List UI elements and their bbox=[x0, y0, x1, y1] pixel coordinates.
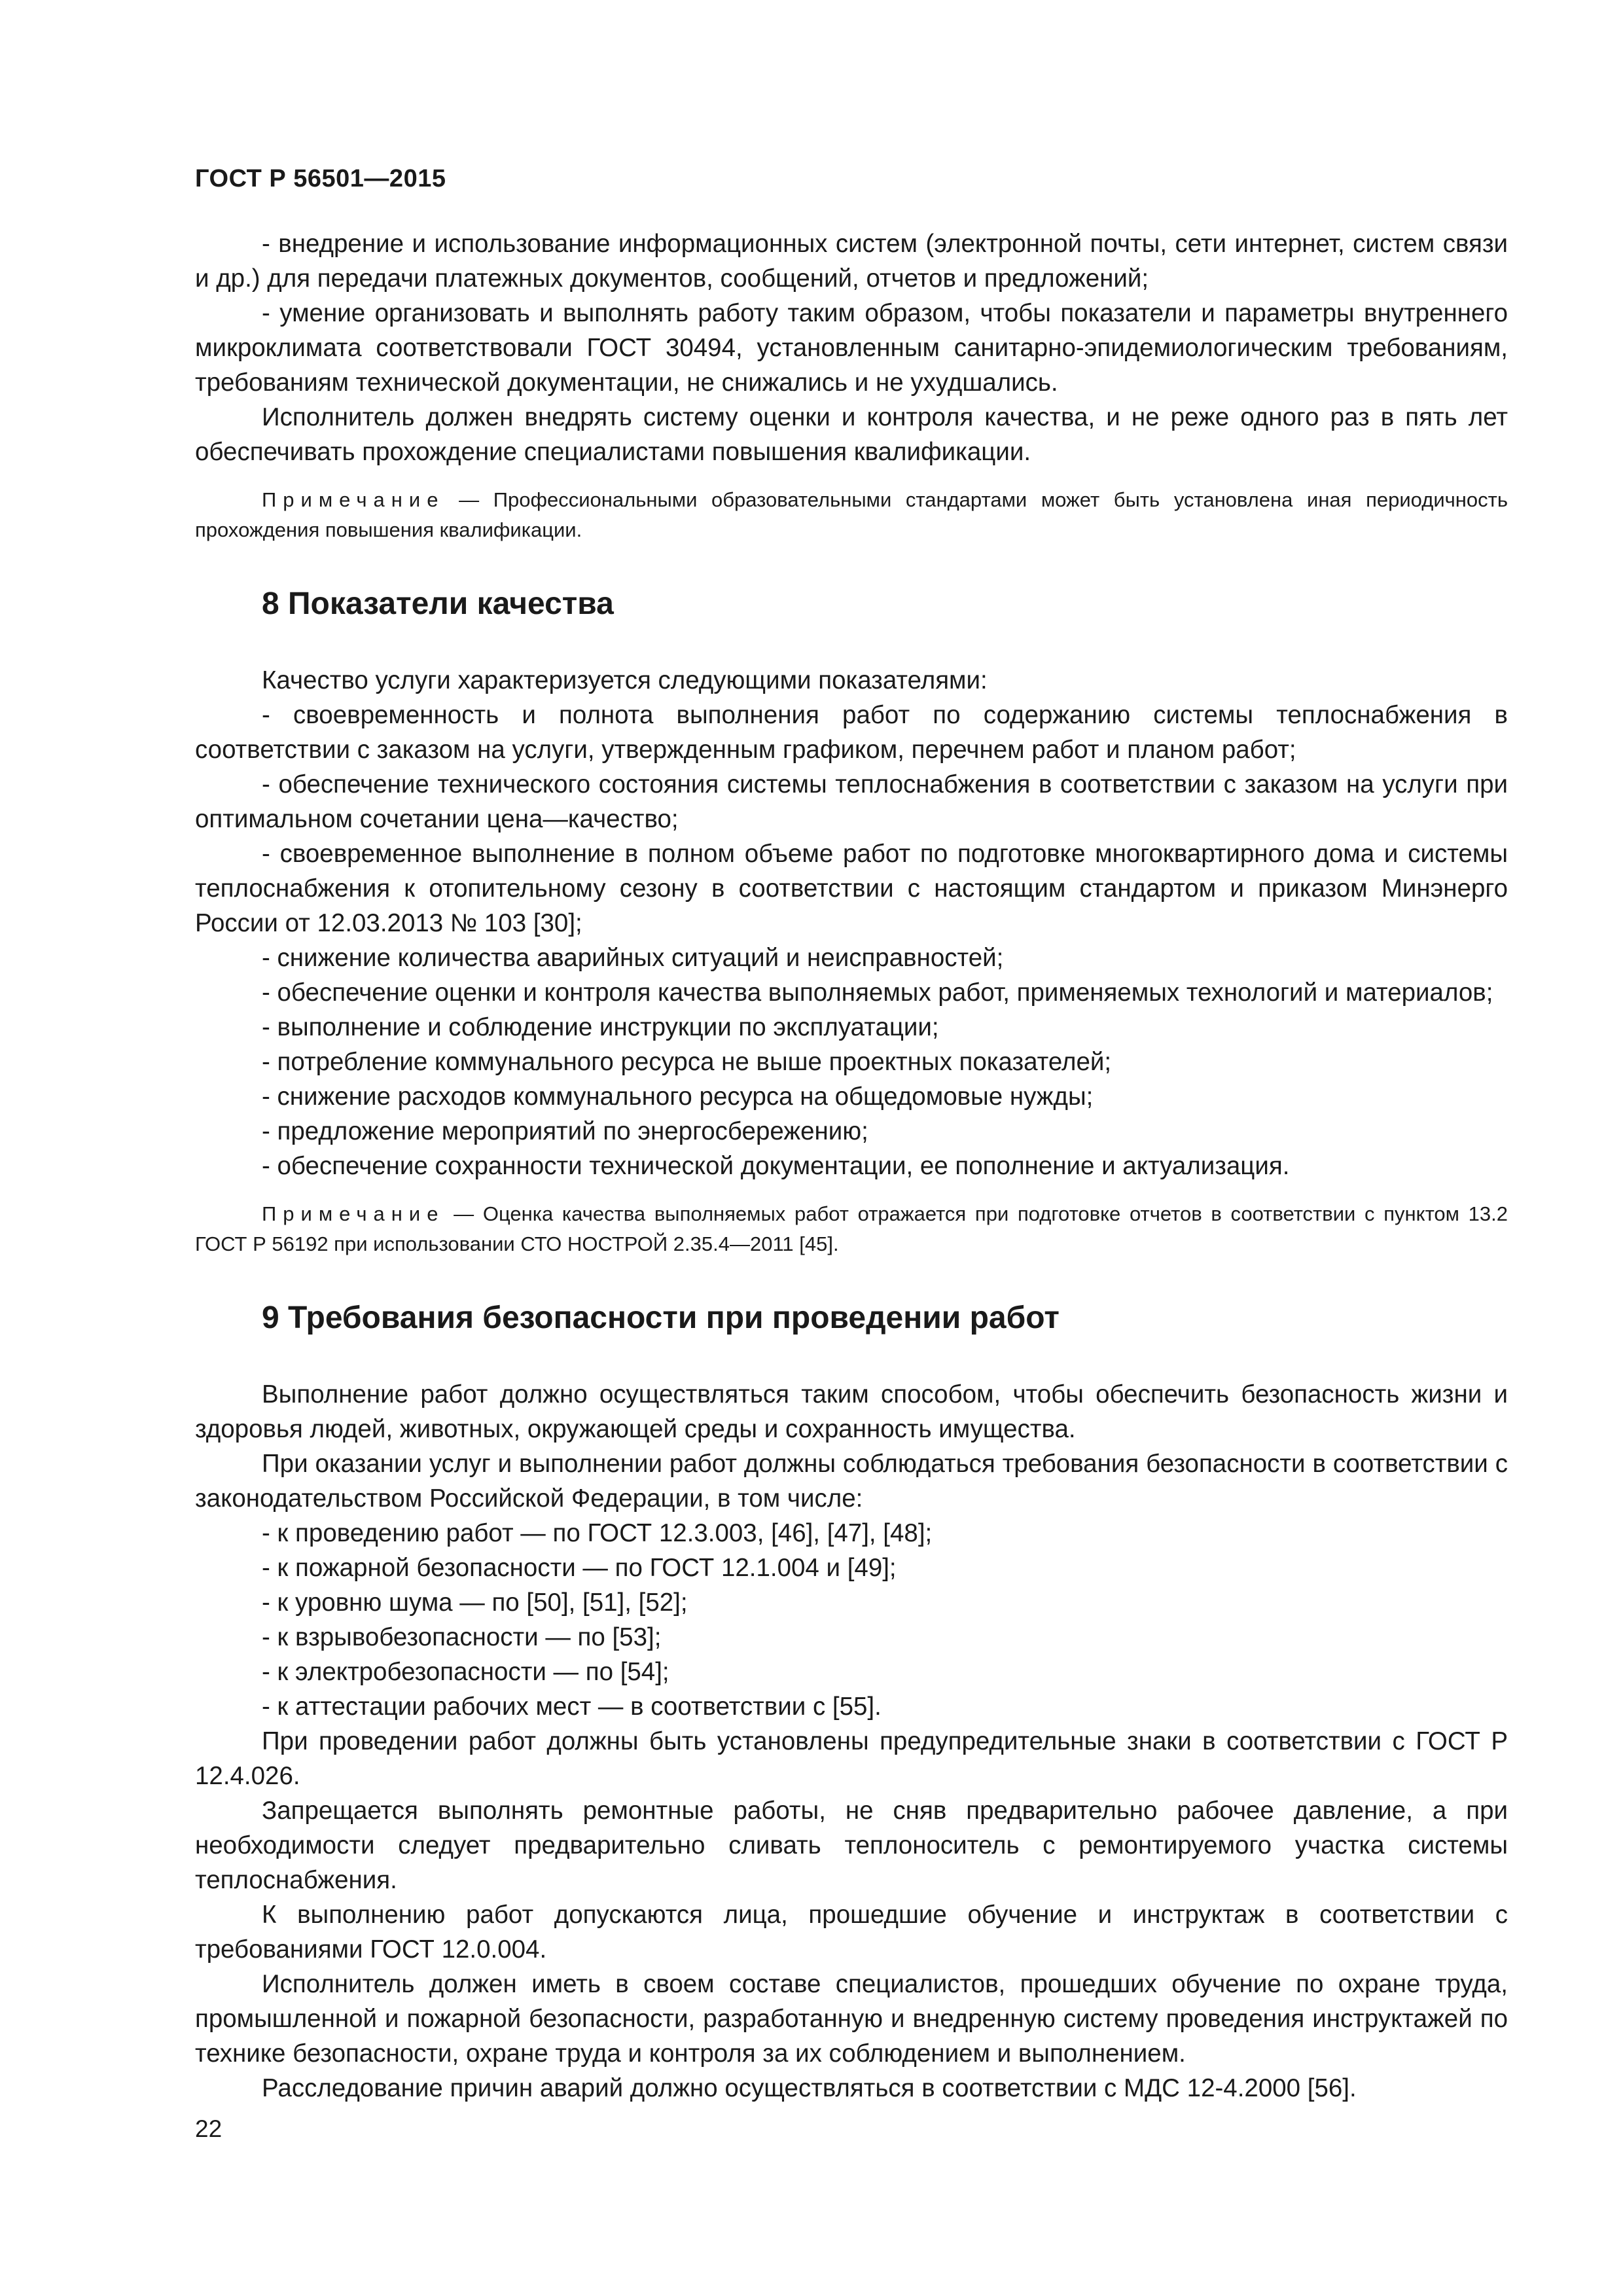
section-9-paragraph-9: При проведении работ должны быть установлены предупредительные знаки в соответствии с ГОСТ Р 12.4.026. bbox=[195, 1727, 1508, 1790]
section-9-paragraph-3: - к проведению работ — по ГОСТ 12.3.003, [46], [47], [48]; bbox=[262, 1519, 933, 1547]
section-9-paragraph-13: Расследование причин аварий должно осуществляться в соответствии с МДС 12-4.2000 [56]. bbox=[262, 2074, 1357, 2102]
section-9-paragraph-2: При оказании услуг и выполнении работ должны соблюдаться требования безопасности в соответствии с законодательством Российской Федерации, в том числе: bbox=[195, 1450, 1508, 1513]
section-9-paragraph-6: - к взрывобезопасности — по [53]; bbox=[262, 1623, 662, 1651]
section-8-paragraph-3: - обеспечение технического состояния системы теплоснабжения в соответствии с заказом на услуги при оптимальном сочетании цена—качество; bbox=[195, 770, 1508, 833]
note-2-label: Примечание bbox=[262, 1202, 445, 1225]
section-8-paragraph-7: - выполнение и соблюдение инструкции по эксплуатации; bbox=[262, 1013, 939, 1041]
section-9-paragraph-7: - к электробезопасности — по [54]; bbox=[262, 1658, 669, 1686]
section-9-paragraph-5: - к уровню шума — по [50], [51], [52]; bbox=[262, 1588, 688, 1617]
section-9-paragraph-1: Выполнение работ должно осуществляться таким способом, чтобы обеспечить безопасность жизни и здоровья людей, животных, окружающей среды и сохранность имущества. bbox=[195, 1380, 1508, 1443]
note-2-text: — Оценка качества выполняемых работ отражается при подготовке отчетов в соответствии с пунктом 13.2 ГОСТ Р 56192 при использовании СТО НОСТРОЙ 2.35.4—2011 [45]. bbox=[195, 1202, 1508, 1255]
note-1 bbox=[195, 485, 1508, 545]
section-9-paragraph-11: К выполнению работ допускаются лица, прошедшие обучение и инструктаж в соответствии с требованиями ГОСТ 12.0.004. bbox=[195, 1901, 1508, 1964]
section-8-paragraph-4: - своевременное выполнение в полном объеме работ по подготовке многоквартирного дома и системы теплоснабжения к отопительному сезону в соответствии с настоящим стандартом и приказом Минэнерго России от 12.03.2013 № 103 [30]; bbox=[195, 840, 1508, 937]
section-9-paragraph-4: - к пожарной безопасности — по ГОСТ 12.1.004 и [49]; bbox=[262, 1554, 897, 1582]
page-number: 22 bbox=[195, 2115, 223, 2142]
section-8-paragraph-8: - потребление коммунального ресурса не выше проектных показателей; bbox=[262, 1048, 1112, 1076]
intro-paragraph-2: - умение организовать и выполнять работу таким образом, чтобы показатели и параметры внутреннего микроклимата соответствовали ГОСТ 30494, установленным санитарно-эпидемиологическим требованиям, требованиям технической документации, не снижались и не ухудшались. bbox=[195, 299, 1508, 397]
note-2 bbox=[195, 1199, 1508, 1259]
section-8-paragraph-10: - предложение мероприятий по энергосбережению; bbox=[262, 1117, 868, 1145]
section-8-paragraph-5: - снижение количества аварийных ситуаций и неисправностей; bbox=[262, 944, 1004, 972]
section-9-paragraph-10: Запрещается выполнять ремонтные работы, не сняв предварительно рабочее давление, а при необходимости следует предварительно сливать теплоноситель с ремонтируемого участка системы теплоснабжения. bbox=[195, 1797, 1508, 1894]
section-9-paragraph-12: Исполнитель должен иметь в своем составе специалистов, прошедших обучение по охране труда, промышленной и пожарной безопасности, разработанную и внедренную систему проведения инструктажей по технике безопасности, охране труда и контроля за их соблюдением и выполнением. bbox=[195, 1970, 1508, 2068]
page-content bbox=[195, 226, 1508, 2106]
section-8-paragraph-6: - обеспечение оценки и контроля качества выполняемых работ, применяемых технологий и материалов; bbox=[262, 978, 1493, 1007]
note-1-label: Примечание bbox=[262, 488, 445, 511]
section-8-paragraph-9: - снижение расходов коммунального ресурса на общедомовые нужды; bbox=[262, 1083, 1094, 1111]
note-1-text: — Профессиональными образовательными стандартами может быть установлена иная периодичность прохождения повышения квалификации. bbox=[195, 488, 1508, 541]
section-8-title: 8 Показатели качества bbox=[262, 586, 614, 621]
section-8-paragraph-11: - обеспечение сохранности технической документации, ее пополнение и актуализация. bbox=[262, 1152, 1290, 1180]
document-page bbox=[195, 0, 1508, 2296]
section-8-paragraph-1: Качество услуги характеризуется следующими показателями: bbox=[262, 666, 988, 694]
section-9-paragraph-8: - к аттестации рабочих мест — в соответствии с [55]. bbox=[262, 1693, 882, 1721]
document-header: ГОСТ Р 56501—2015 bbox=[195, 165, 446, 192]
intro-paragraph-3: Исполнитель должен внедрять систему оценки и контроля качества, и не реже одного раз в пять лет обеспечивать прохождение специалистами повышения квалификации. bbox=[195, 403, 1508, 466]
section-9-title: 9 Требования безопасности при проведении работ bbox=[262, 1300, 1060, 1335]
intro-paragraph-1: - внедрение и использование информационных систем (электронной почты, сети интернет, систем связи и др.) для передачи платежных документов, сообщений, отчетов и предложений; bbox=[195, 230, 1508, 293]
section-8-paragraph-2: - своевременность и полнота выполнения работ по содержанию системы теплоснабжения в соответствии с заказом на услуги, утвержденным графиком, перечнем работ и планом работ; bbox=[195, 701, 1508, 764]
